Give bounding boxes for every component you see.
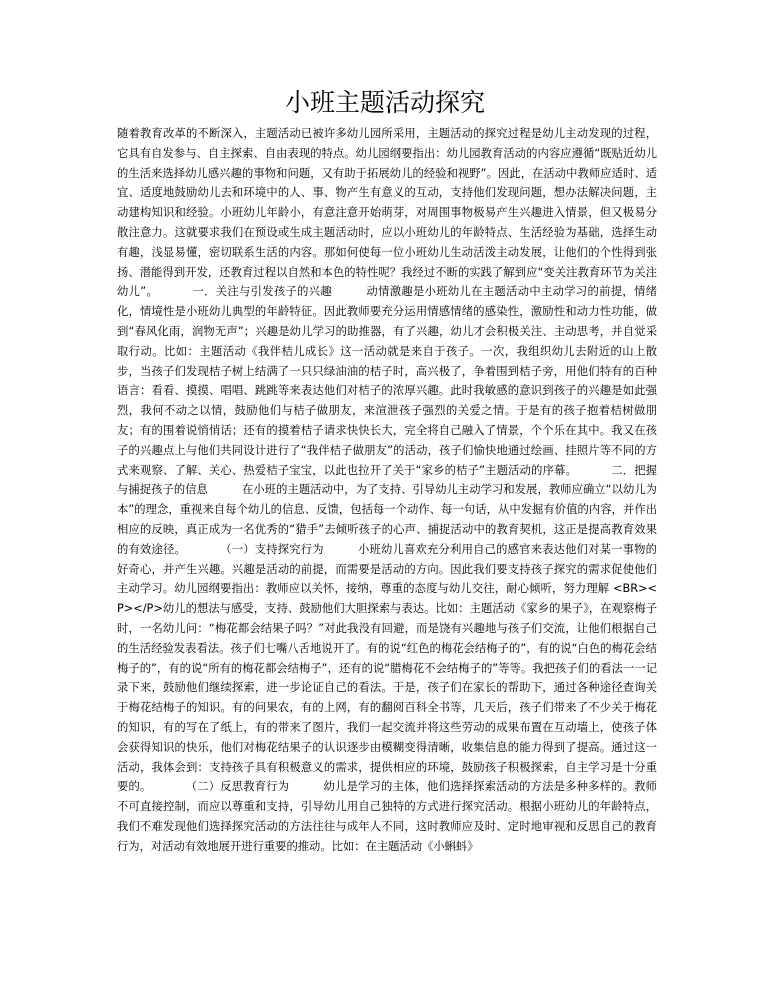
document-title: 小班主题活动探究 — [284, 88, 485, 117]
paragraph-intro: 随着教育改革的不断深入，主题活动已被许多幼儿园所采用，主题活动的探究过程是幼儿主动发现的过程，它具有自发参与、自主探索、自由表现的特点。幼儿园纲要指出：幼儿园教育活动的内容应遵循“既贴近幼儿的生活来选择幼儿感兴趣的事物和问题，又有助于拓展幼儿的经验和视野”。因此，在活动中教师应适时、适宜、适度地鼓励幼儿去和环境中的人、事、物产生有意义的互动，支持他们发现问题，想办法解决问题，主动建构知识和经验。小班幼儿年龄小，有意注意开始萌芽，对周围事物极易产生兴趣进入情景，但又极易分散注意力。这就要求我们在预设或生成主题活动时，应以小班幼儿的年龄特点、生活经验为基础，选择生动有趣，浅显易懂，密切联系生活的内容。那如何使每一位小班幼儿生动活泼主动发展，让他们的个性得到张扬、潜能得到开发，还教育过程以自然和本色的特性呢？我经过不断的实践了解到应“变关注教育环节为关注幼儿”。 — [117, 127, 657, 299]
section-heading-2: 二．把握与捕捉孩子的信息 — [117, 463, 657, 497]
paragraph-subsection-2: 幼儿是学习的主体，他们选择探索活动的方法是多种多样的。教师不可直接控制，而应以尊重和支持，引导幼儿用自己独特的方式进行探究活动。根据小班幼儿的年龄特点，我们不难发现他们选择探究活动的方法往往与成年人不同，这时教师应及时、定时地审视和反思自己的教育行为，对活动有效地展开进行重要的推动。比如：在主题活动《小蝌蚪》 — [117, 780, 657, 853]
subsection-heading-1: （一）支持探究行为 — [220, 542, 324, 556]
document-body — [117, 124, 657, 856]
paragraph-section-1: 动情激趣是小班幼儿在主题活动中主动学习的前提，情绪化，情境性是小班幼儿典型的年龄特征。因此教师要充分运用情感情绪的感染性，激励性和动力性功能，做到“春风化雨，润物无声”；兴趣是幼儿学习的助推器，有了兴趣，幼儿才会积极关注、主动思考，并自觉采取行动。比如：主题活动《我伴桔儿成长》这一活动就是来自于孩子。一次，我组织幼儿去附近的山上散步，当孩子们发现桔子树上结满了一只只绿油油的桔子时，高兴极了，争着围到桔子旁，用他们特有的百种语言：看看、摸摸、唱唱、跳跳等来表达他们对桔子的浓厚兴趣。此时我敏感的意识到孩子的兴趣是如此强烈，我何不动之以情，鼓励他们与桔子做朋友，来渲泄孩子强烈的关爱之情。于是有的孩子抱着桔树做朋友；有的围着说悄悄话；还有的摸着桔子请求快快长大，完全将自己融入了情景，个个乐在其中。我又在孩子的兴趣点上与他们共同设计进行了“我伴桔子做朋友”的活动，孩子们愉快地通过绘画、挂照片等不同的方式来观察、了解、关心、热爱桔子宝宝，以此也拉开了关于“家乡的桔子”主题活动的序幕。 — [117, 285, 657, 477]
paragraph-section-2: 在小班的主题活动中，为了支持、引导幼儿主动学习和发展，教师应确立“以幼儿为本”的理念，重视来自每个幼儿的信息、反馈，包括每一个动作、每一句话，从中发掘有价值的内容，并作出相应的反映，真正成为一名优秀的“猎手”去倾听孩子的心声、捕捉活动中的教育契机，这正是提高教育效果的有效途径。 — [117, 483, 657, 556]
subsection-heading-2: （二）反思教育行为 — [185, 780, 290, 794]
section-heading-1: 一．关注与引发孩子的兴趣 — [192, 285, 333, 299]
paragraph-subsection-1: 小班幼儿喜欢充分利用自己的感官来表达他们对某一事物的好奇心，并产生兴趣。兴趣是活动的前提，而需要是活动的方向。因此我们要支持孩子探究的需求促使他们主动学习。幼儿园纲要指出：教师应以关怀，接纳，尊重的态度与幼儿交往，耐心倾听，努力理解 <BR><P></P>幼儿的想法与感受，支持、鼓励他们大胆探索与表达。比如：主题活动《家乡的果子》，在观察梅子时，一名幼儿问：“梅花都会结果子吗？”对此我没有回避，而是饶有兴趣地与孩子们交流，让他们根据自己的生活经验发表看法。孩子们七嘴八舌地说开了。有的说“红色的梅花会结梅子的”，有的说“白色的梅花会结梅子的”，有的说“所有的梅花都会结梅子”，还有的说“腊梅花不会结梅子的”等等。我把孩子们的看法一一记录下来，鼓励他们继续探索，进一步论证自己的看法。于是，孩子们在家长的帮助下，通过各种途径查询关于梅花结梅子的知识。有的问果农，有的上网，有的翻阅百科全书等，几天后，孩子们带来了不少关于梅花的知识，有的写在了纸上，有的带来了图片，我们一起交流并将这些劳动的成果布置在互动墙上，使孩子体会获得知识的快乐，他们对梅花结果子的认识逐步由模糊变得清晰，收集信息的能力得到了提高。通过这一活动，我体会到：支持孩子具有积极意义的需求，提供相应的环境，鼓励孩子积极探索，自主学习是十分重要的。 — [117, 542, 657, 794]
